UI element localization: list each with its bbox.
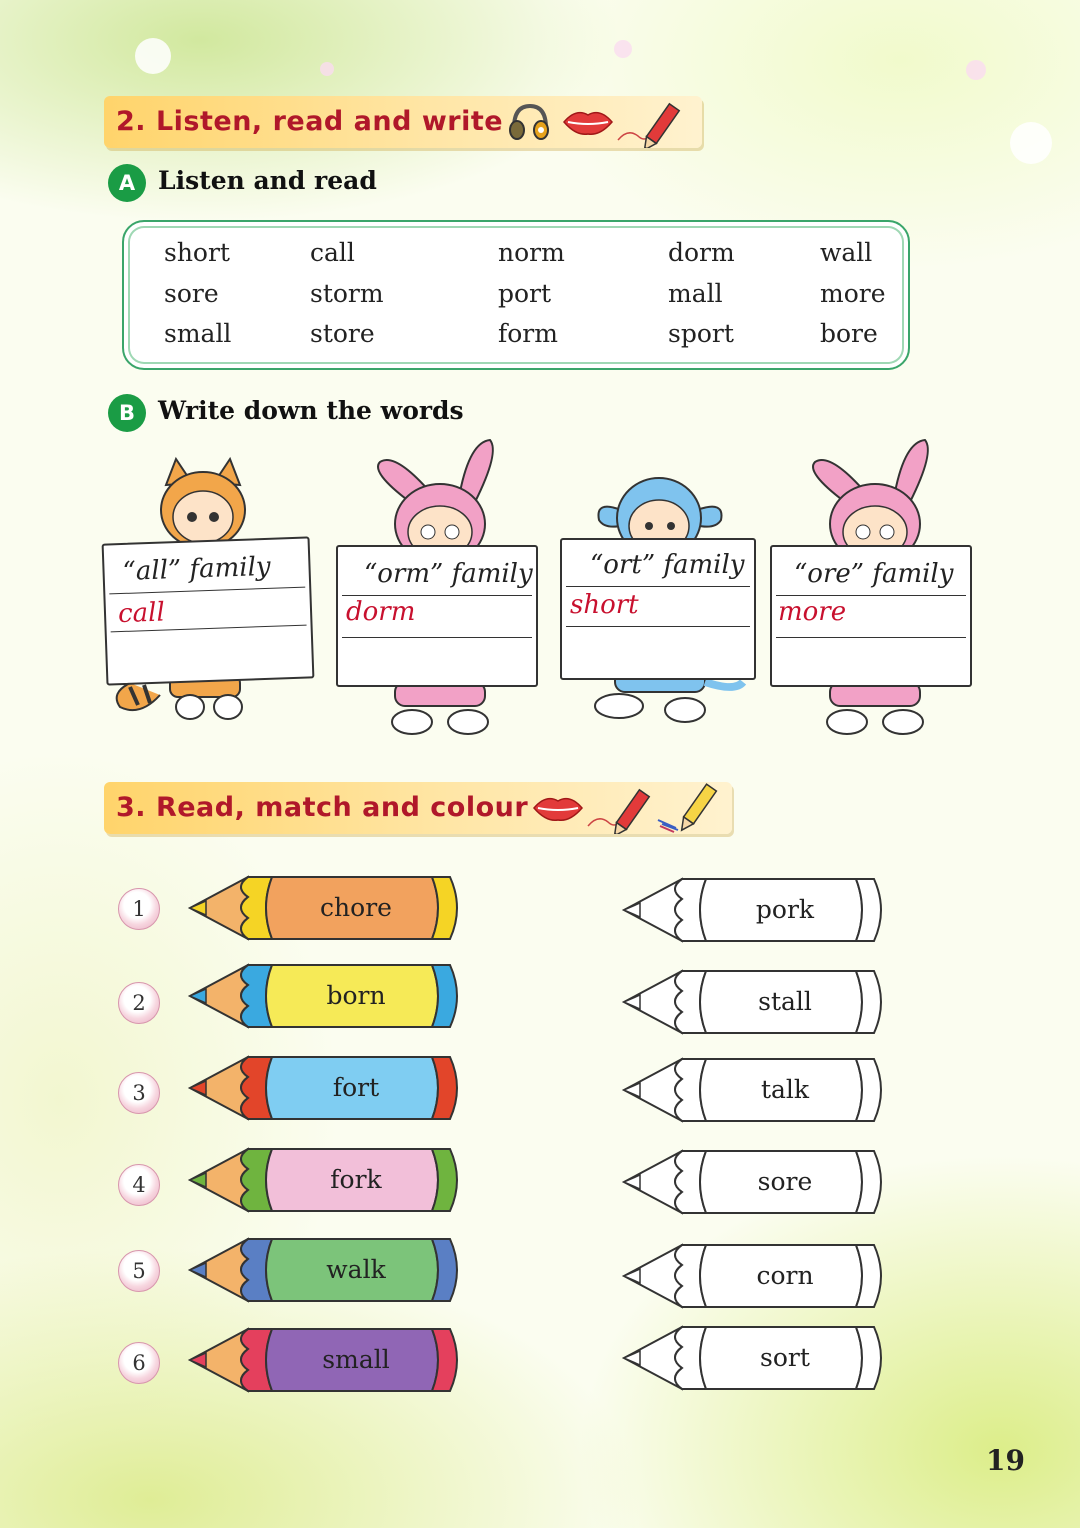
decor-bubble	[135, 38, 171, 74]
decor-bubble	[1010, 122, 1052, 164]
pencil-word: sore	[757, 1167, 813, 1196]
crayon-icon	[652, 776, 722, 836]
left-pencil-1[interactable]	[190, 877, 457, 939]
left-pencil-3[interactable]	[190, 1057, 457, 1119]
page-number: 19	[986, 1444, 1025, 1477]
lips-icon	[562, 108, 614, 136]
pencil-icon	[584, 782, 654, 834]
family-sign-ore	[770, 545, 972, 687]
word: form	[498, 319, 558, 348]
right-pencil-6[interactable]	[624, 1327, 881, 1389]
family-sign-orm	[336, 545, 538, 687]
part-a-badge: A	[108, 164, 146, 202]
section-3-title: 3. Read, match and colour	[116, 792, 529, 823]
pencil-word: stall	[758, 987, 812, 1016]
word: port	[498, 279, 552, 308]
sign-answer[interactable]: dorm	[346, 597, 416, 627]
answer-line	[776, 637, 966, 638]
sign-title: “ore” family	[794, 559, 954, 589]
word: mall	[668, 279, 723, 308]
pencil-word: fork	[330, 1165, 382, 1194]
word: store	[310, 319, 375, 348]
decor-bubble	[614, 40, 632, 58]
decor-bubble	[320, 62, 334, 76]
family-sign-ort	[560, 538, 756, 680]
word: bore	[820, 319, 878, 348]
right-pencil-5[interactable]	[624, 1245, 881, 1307]
left-pencil-5[interactable]	[190, 1239, 457, 1301]
word: storm	[310, 279, 384, 308]
left-pencil-4[interactable]	[190, 1149, 457, 1211]
headphones-icon	[508, 102, 552, 142]
pencil-word: small	[322, 1345, 390, 1374]
word: more	[820, 279, 886, 308]
answer-line	[342, 637, 532, 638]
answer-line	[566, 626, 750, 627]
divider	[776, 595, 966, 596]
item-number-3: 3	[118, 1072, 160, 1114]
word: short	[164, 238, 230, 267]
lips-icon	[532, 794, 584, 822]
right-pencil-1[interactable]	[624, 879, 881, 941]
word: wall	[820, 238, 873, 267]
item-number-4: 4	[118, 1164, 160, 1206]
pencil-word: chore	[320, 893, 392, 922]
sign-answer[interactable]: short	[570, 590, 639, 620]
section-3-banner	[104, 782, 732, 834]
part-a-title: Listen and read	[158, 166, 377, 195]
right-pencil-3[interactable]	[624, 1059, 881, 1121]
pencil-word: sort	[760, 1343, 810, 1372]
part-b-badge: B	[108, 394, 146, 432]
pencil-matching-area	[0, 860, 1080, 1420]
pencil-word: talk	[760, 1075, 810, 1104]
pencil-word: born	[326, 981, 386, 1010]
section-2-title: 2. Listen, read and write	[116, 106, 504, 137]
sign-title: “all” family	[122, 551, 272, 587]
word: call	[310, 238, 355, 267]
decor-bubble	[966, 60, 986, 80]
pencil-icon	[614, 96, 684, 148]
pencil-word: fort	[332, 1073, 380, 1102]
sign-title: “ort” family	[590, 550, 745, 580]
word: dorm	[668, 238, 735, 267]
word-list-box	[122, 220, 910, 370]
pencil-word: corn	[756, 1261, 814, 1290]
part-b-title: Write down the words	[158, 396, 464, 425]
right-pencil-2[interactable]	[624, 971, 881, 1033]
word: norm	[498, 238, 565, 267]
sign-answer[interactable]: more	[778, 597, 847, 627]
divider	[566, 586, 750, 587]
word: sport	[668, 319, 734, 348]
item-number-2: 2	[118, 982, 160, 1024]
item-number-6: 6	[118, 1342, 160, 1384]
pencil-word: pork	[755, 895, 815, 924]
right-pencil-4[interactable]	[624, 1151, 881, 1213]
left-pencil-2[interactable]	[190, 965, 457, 1027]
word: sore	[164, 279, 219, 308]
section-2-banner	[104, 96, 702, 148]
left-pencil-6[interactable]	[190, 1329, 457, 1391]
item-number-1: 1	[118, 888, 160, 930]
divider	[109, 587, 305, 595]
sign-title: “orm” family	[364, 559, 533, 589]
divider	[342, 595, 532, 596]
sign-answer[interactable]: call	[117, 597, 166, 630]
item-number-5: 5	[118, 1250, 160, 1292]
family-sign-all	[102, 536, 315, 685]
word: small	[164, 319, 232, 348]
pencil-word: walk	[326, 1255, 386, 1284]
